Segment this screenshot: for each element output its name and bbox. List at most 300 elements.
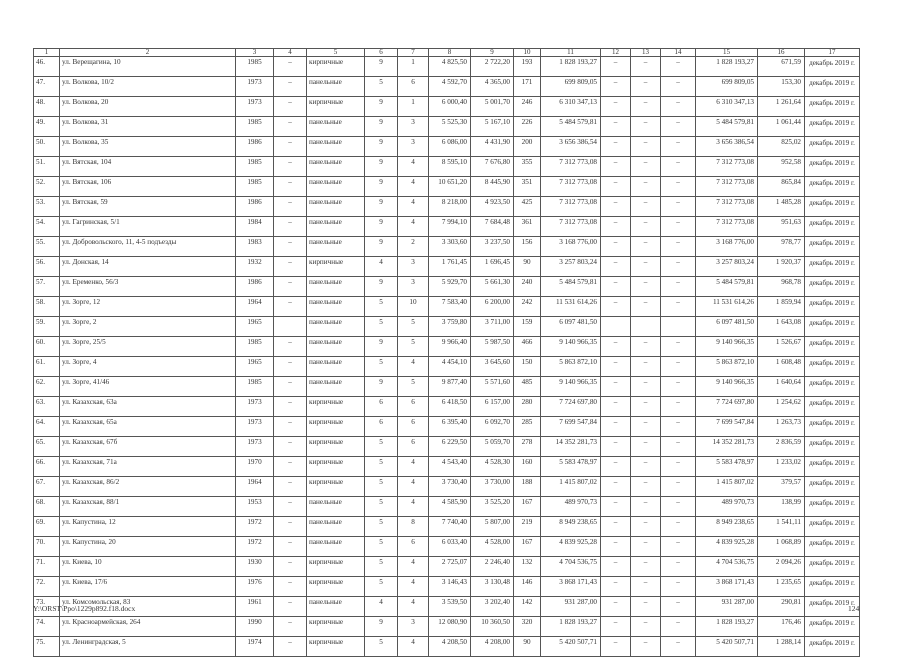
table-cell: 1973 <box>236 397 274 417</box>
table-cell: 4 923,50 <box>471 197 514 217</box>
table-cell: – <box>661 497 696 517</box>
table-cell: – <box>274 577 307 597</box>
table-cell: декабрь 2019 г. <box>805 437 860 457</box>
table-cell: 1965 <box>236 357 274 377</box>
table-cell: 5 <box>365 477 398 497</box>
table-cell: 1972 <box>236 537 274 557</box>
table-cell: 1 643,08 <box>758 317 805 337</box>
table-row <box>34 177 860 197</box>
table-cell: 9 <box>365 97 398 117</box>
table-cell: 62. <box>34 377 60 397</box>
table-cell: 3 257 803,24 <box>541 257 601 277</box>
table-cell: 7 312 773,08 <box>541 157 601 177</box>
column-number: 4 <box>274 49 307 57</box>
table-cell: – <box>631 557 661 577</box>
table-cell: панельные <box>307 357 365 377</box>
table-cell: 10 360,50 <box>471 617 514 637</box>
table-cell: ул. Казахская, 71а <box>60 457 236 477</box>
table-cell: 1964 <box>236 477 274 497</box>
table-cell: 14 352 281,73 <box>696 437 758 457</box>
table-cell: панельные <box>307 497 365 517</box>
table-cell: ул. Казахская, 65а <box>60 417 236 437</box>
table-cell: панельные <box>307 297 365 317</box>
table-cell: – <box>601 257 631 277</box>
table-cell: – <box>661 157 696 177</box>
table-cell: – <box>601 557 631 577</box>
table-cell: 485 <box>514 377 541 397</box>
table-cell: – <box>601 637 631 657</box>
table-cell: 6 <box>398 397 429 417</box>
table-cell: – <box>601 377 631 397</box>
table-cell: 5 059,70 <box>471 437 514 457</box>
table-cell: – <box>601 537 631 557</box>
column-number-row <box>34 49 860 57</box>
table-cell: 9 140 966,35 <box>696 337 758 357</box>
table-cell: – <box>601 477 631 497</box>
table-cell: 4 704 536,75 <box>541 557 601 577</box>
table-cell: 4 208,00 <box>471 637 514 657</box>
table-cell: кирпичные <box>307 97 365 117</box>
table-cell: ул. Киева, 17/6 <box>60 577 236 597</box>
table-cell: – <box>601 77 631 97</box>
table-cell: 5 <box>365 517 398 537</box>
table-cell: 188 <box>514 477 541 497</box>
table-cell: 1 640,64 <box>758 377 805 397</box>
table-cell: 351 <box>514 177 541 197</box>
table-row <box>34 77 860 97</box>
table-cell: 1 068,89 <box>758 537 805 557</box>
table-cell: 7 583,40 <box>429 297 471 317</box>
table-cell: 3 <box>398 117 429 137</box>
table-cell: – <box>601 297 631 317</box>
table-cell: – <box>274 497 307 517</box>
table-cell: декабрь 2019 г. <box>805 577 860 597</box>
column-number: 5 <box>307 49 365 57</box>
table-cell: – <box>601 437 631 457</box>
table-cell: 6 086,00 <box>429 137 471 157</box>
table-cell: 278 <box>514 437 541 457</box>
table-cell: декабрь 2019 г. <box>805 357 860 377</box>
table-cell: кирпичные <box>307 417 365 437</box>
table-cell: – <box>601 617 631 637</box>
table-cell: 7 699 547,84 <box>541 417 601 437</box>
table-cell: 1 828 193,27 <box>696 57 758 77</box>
table-cell: – <box>274 597 307 617</box>
table-cell: 9 <box>365 137 398 157</box>
table-cell: 6 000,40 <box>429 97 471 117</box>
table-row <box>34 617 860 637</box>
table-cell: ул. Волкова, 31 <box>60 117 236 137</box>
table-cell: – <box>274 277 307 297</box>
table-cell: 73. <box>34 597 60 617</box>
table-cell: – <box>601 497 631 517</box>
table-cell: 52. <box>34 177 60 197</box>
table-cell: 978,77 <box>758 237 805 257</box>
table-row <box>34 317 860 337</box>
table-cell: декабрь 2019 г. <box>805 157 860 177</box>
table-cell: – <box>601 97 631 117</box>
table-cell: 1985 <box>236 117 274 137</box>
table-cell: 7 312 773,08 <box>696 157 758 177</box>
table-cell: 5 <box>365 77 398 97</box>
table-cell: 7 312 773,08 <box>541 197 601 217</box>
table-cell: – <box>631 217 661 237</box>
page-number: 124 <box>848 604 860 613</box>
table-cell: – <box>274 457 307 477</box>
column-number: 3 <box>236 49 274 57</box>
table-cell: 489 970,73 <box>696 497 758 517</box>
column-number: 11 <box>541 49 601 57</box>
table-cell: – <box>631 437 661 457</box>
table-cell: декабрь 2019 г. <box>805 297 860 317</box>
table-cell: 193 <box>514 57 541 77</box>
table-cell: – <box>601 57 631 77</box>
table-cell: 53. <box>34 197 60 217</box>
table-cell: декабрь 2019 г. <box>805 517 860 537</box>
table-cell: – <box>274 297 307 317</box>
table-cell: 6 <box>398 537 429 557</box>
table-cell: – <box>274 477 307 497</box>
table-cell: 5 <box>365 437 398 457</box>
table-cell: 153,30 <box>758 77 805 97</box>
table-cell: – <box>631 297 661 317</box>
table-cell: 3 656 386,54 <box>541 137 601 157</box>
table-cell: 5 167,10 <box>471 117 514 137</box>
table-cell: кирпичные <box>307 457 365 477</box>
table-cell: 3 <box>398 617 429 637</box>
table-cell: 1986 <box>236 197 274 217</box>
table-cell: ул. Добровольского, 11, 4-5 подъезды <box>60 237 236 257</box>
table-cell: – <box>661 557 696 577</box>
table-cell: – <box>274 177 307 197</box>
table-cell: – <box>661 217 696 237</box>
table-cell: 1 541,11 <box>758 517 805 537</box>
column-number: 6 <box>365 49 398 57</box>
table-cell: 219 <box>514 517 541 537</box>
table-cell: – <box>631 257 661 277</box>
table-cell: 952,58 <box>758 157 805 177</box>
table-cell: 5 583 478,97 <box>696 457 758 477</box>
table-cell: панельные <box>307 317 365 337</box>
table-cell: – <box>631 457 661 477</box>
table-cell: 1 859,94 <box>758 297 805 317</box>
table-cell: – <box>274 57 307 77</box>
table-cell: 68. <box>34 497 60 517</box>
table-cell: – <box>601 517 631 537</box>
table-cell: кирпичные <box>307 577 365 597</box>
table-cell: 69. <box>34 517 60 537</box>
table-cell: 6 157,00 <box>471 397 514 417</box>
column-number: 12 <box>601 49 631 57</box>
column-number: 14 <box>661 49 696 57</box>
table-cell: декабрь 2019 г. <box>805 637 860 657</box>
table-cell: 9 140 966,35 <box>541 337 601 357</box>
table-cell: 132 <box>514 557 541 577</box>
table-cell: – <box>274 157 307 177</box>
table-cell: 5 929,70 <box>429 277 471 297</box>
table-cell: 3 146,43 <box>429 577 471 597</box>
table-cell: ул. Киева, 10 <box>60 557 236 577</box>
column-number: 8 <box>429 49 471 57</box>
table-cell: 7 684,48 <box>471 217 514 237</box>
table-cell: ул. Зорге, 12 <box>60 297 236 317</box>
table-row <box>34 357 860 377</box>
table-cell: декабрь 2019 г. <box>805 57 860 77</box>
table-cell: 931 287,00 <box>696 597 758 617</box>
table-cell: 10 651,20 <box>429 177 471 197</box>
table-cell: ул. Верещагина, 10 <box>60 57 236 77</box>
table-cell: 5 <box>365 357 398 377</box>
table-cell: – <box>601 217 631 237</box>
table-cell: ул. Гагринская, 5/1 <box>60 217 236 237</box>
table-cell: 1 828 193,27 <box>696 617 758 637</box>
table-cell: 699 809,05 <box>541 77 601 97</box>
table-cell: 1 485,28 <box>758 197 805 217</box>
table-cell: 7 312 773,08 <box>696 177 758 197</box>
table-cell: – <box>631 377 661 397</box>
table-cell: – <box>601 177 631 197</box>
table-cell: 425 <box>514 197 541 217</box>
table-cell: 3 168 776,00 <box>541 237 601 257</box>
table-cell: 167 <box>514 537 541 557</box>
table-cell: 12 080,90 <box>429 617 471 637</box>
table-cell: 3 <box>398 257 429 277</box>
table-cell: – <box>661 477 696 497</box>
table-cell: 4 <box>398 217 429 237</box>
table-cell: 1985 <box>236 157 274 177</box>
table-cell: декабрь 2019 г. <box>805 377 860 397</box>
table-cell: – <box>661 197 696 217</box>
table-cell: 6 <box>398 77 429 97</box>
table-row <box>34 517 860 537</box>
table-cell: 4 <box>398 177 429 197</box>
table-cell: панельные <box>307 157 365 177</box>
table-row <box>34 577 860 597</box>
table-cell: – <box>631 337 661 357</box>
table-cell: – <box>601 277 631 297</box>
table-cell: 5 <box>365 557 398 577</box>
table-cell: ул. Зорге, 25/5 <box>60 337 236 357</box>
table-cell: панельные <box>307 537 365 557</box>
table-cell: декабрь 2019 г. <box>805 477 860 497</box>
table-cell: – <box>274 117 307 137</box>
table-cell: – <box>601 197 631 217</box>
table-cell: 1970 <box>236 457 274 477</box>
table-cell: – <box>631 477 661 497</box>
table-cell: ул. Волкова, 20 <box>60 97 236 117</box>
table-cell: – <box>631 197 661 217</box>
table-cell: ул. Капустина, 12 <box>60 517 236 537</box>
table-cell: кирпичные <box>307 617 365 637</box>
table-cell: 9 877,40 <box>429 377 471 397</box>
table-cell: 4 704 536,75 <box>696 557 758 577</box>
table-cell: панельные <box>307 337 365 357</box>
table-cell: ул. Зорге, 4 <box>60 357 236 377</box>
table-cell: 5 <box>398 317 429 337</box>
table-cell: 7 724 697,80 <box>541 397 601 417</box>
table-cell: – <box>661 417 696 437</box>
table-cell: 1 696,45 <box>471 257 514 277</box>
table-cell: 4 839 925,28 <box>541 537 601 557</box>
table-cell: 1 828 193,27 <box>541 617 601 637</box>
table-row <box>34 497 860 517</box>
table-cell: 7 312 773,08 <box>541 177 601 197</box>
table-cell: 3 525,20 <box>471 497 514 517</box>
table-cell: 3 237,50 <box>471 237 514 257</box>
table-cell: ул. Казахская, 86/2 <box>60 477 236 497</box>
column-number: 1 <box>34 49 60 57</box>
table-cell: 1983 <box>236 237 274 257</box>
table-cell: 65. <box>34 437 60 457</box>
table-cell: 5 420 507,71 <box>696 637 758 657</box>
table-cell: 1986 <box>236 277 274 297</box>
table-cell: декабрь 2019 г. <box>805 337 860 357</box>
table-cell: 4 585,90 <box>429 497 471 517</box>
table-cell: 4 <box>398 557 429 577</box>
table-cell: 3 656 386,54 <box>696 137 758 157</box>
table-cell: – <box>661 577 696 597</box>
table-cell: 4 839 925,28 <box>696 537 758 557</box>
table-cell: панельные <box>307 597 365 617</box>
table-cell: 72. <box>34 577 60 597</box>
table-cell: – <box>274 397 307 417</box>
table-cell: 5 807,00 <box>471 517 514 537</box>
table-cell: – <box>661 337 696 357</box>
table-cell: 1973 <box>236 417 274 437</box>
table-cell: ул. Ленинградская, 5 <box>60 637 236 657</box>
table-cell: 7 312 773,08 <box>541 217 601 237</box>
table-cell: 3 202,40 <box>471 597 514 617</box>
table-cell: – <box>274 197 307 217</box>
table-cell: кирпичные <box>307 477 365 497</box>
table-cell: 5 <box>365 457 398 477</box>
table-cell: 1973 <box>236 437 274 457</box>
table-cell: декабрь 2019 г. <box>805 597 860 617</box>
table-cell: панельные <box>307 197 365 217</box>
table-cell: 6 <box>398 437 429 457</box>
table-cell: 1 761,45 <box>429 257 471 277</box>
table-cell: – <box>274 77 307 97</box>
table-cell: – <box>274 137 307 157</box>
table-cell: декабрь 2019 г. <box>805 557 860 577</box>
table-cell: декабрь 2019 г. <box>805 277 860 297</box>
table-cell: 4 <box>398 637 429 657</box>
table-cell: ул. Зорге, 2 <box>60 317 236 337</box>
table-cell: 1 828 193,27 <box>541 57 601 77</box>
table-row <box>34 157 860 177</box>
table-cell: декабрь 2019 г. <box>805 177 860 197</box>
table-cell: 1932 <box>236 257 274 277</box>
table-cell: 4 454,10 <box>429 357 471 377</box>
table-cell: 489 970,73 <box>541 497 601 517</box>
table-cell: 3 730,40 <box>429 477 471 497</box>
table-cell: 67. <box>34 477 60 497</box>
table-cell: 9 966,40 <box>429 337 471 357</box>
table-cell: 1974 <box>236 637 274 657</box>
table-cell: 3 <box>398 277 429 297</box>
table-cell: – <box>601 157 631 177</box>
table-cell: 8 949 238,65 <box>696 517 758 537</box>
table-cell: 4 <box>398 197 429 217</box>
table-cell: 171 <box>514 77 541 97</box>
table-cell: ул. Казахская, 67б <box>60 437 236 457</box>
table-cell: 2 836,59 <box>758 437 805 457</box>
table-cell: – <box>661 77 696 97</box>
table-cell: – <box>631 397 661 417</box>
table-cell: 361 <box>514 217 541 237</box>
table-cell: 3 868 171,43 <box>696 577 758 597</box>
table-cell: – <box>661 637 696 657</box>
table-cell: 1 <box>398 97 429 117</box>
table-cell: ул. Комсомольская, 83 <box>60 597 236 617</box>
column-number: 9 <box>471 49 514 57</box>
table-cell: 176,46 <box>758 617 805 637</box>
table-cell: 1 261,64 <box>758 97 805 117</box>
table-cell: 156 <box>514 237 541 257</box>
table-cell: 4 825,50 <box>429 57 471 77</box>
table-row <box>34 277 860 297</box>
table-cell: 5 420 507,71 <box>541 637 601 657</box>
table-row <box>34 97 860 117</box>
table-cell: 9 <box>365 217 398 237</box>
table-row <box>34 557 860 577</box>
table-cell: 1 <box>398 57 429 77</box>
table-cell: 1986 <box>236 137 274 157</box>
table-cell: панельные <box>307 237 365 257</box>
table-cell: – <box>601 357 631 377</box>
table-cell: 60. <box>34 337 60 357</box>
table-cell: 1984 <box>236 217 274 237</box>
table-cell: 951,63 <box>758 217 805 237</box>
table-cell: – <box>661 517 696 537</box>
table-cell: – <box>274 97 307 117</box>
table-cell: 7 676,80 <box>471 157 514 177</box>
table-cell: – <box>661 177 696 197</box>
table-cell: – <box>661 597 696 617</box>
table-cell: 75. <box>34 637 60 657</box>
table-cell: 167 <box>514 497 541 517</box>
table-cell: 5 001,70 <box>471 97 514 117</box>
table-cell: 9 <box>365 177 398 197</box>
table-cell: 1 608,48 <box>758 357 805 377</box>
table-cell: 50. <box>34 137 60 157</box>
table-cell: 138,99 <box>758 497 805 517</box>
table-row <box>34 337 860 357</box>
table-cell: 8 445,90 <box>471 177 514 197</box>
table-cell: 59. <box>34 317 60 337</box>
table-cell: декабрь 2019 г. <box>805 397 860 417</box>
table-cell: 11 531 614,26 <box>541 297 601 317</box>
table-cell: ул. Казахская, 63а <box>60 397 236 417</box>
table-cell: – <box>661 57 696 77</box>
table-cell: 4 543,40 <box>429 457 471 477</box>
table-row <box>34 437 860 457</box>
table-cell: 2 <box>398 237 429 257</box>
table-cell: 5 987,50 <box>471 337 514 357</box>
table-cell: 9 <box>365 237 398 257</box>
table-cell: 4 <box>398 577 429 597</box>
table-cell: 1976 <box>236 577 274 597</box>
table-cell: ул. Еременко, 56/3 <box>60 277 236 297</box>
table-cell: декабрь 2019 г. <box>805 117 860 137</box>
table-cell: 4 <box>365 597 398 617</box>
table-cell: 4 431,90 <box>471 137 514 157</box>
table-cell: декабрь 2019 г. <box>805 77 860 97</box>
table-cell: панельные <box>307 77 365 97</box>
table-cell: 355 <box>514 157 541 177</box>
table-cell: 61. <box>34 357 60 377</box>
table-cell: 1985 <box>236 337 274 357</box>
